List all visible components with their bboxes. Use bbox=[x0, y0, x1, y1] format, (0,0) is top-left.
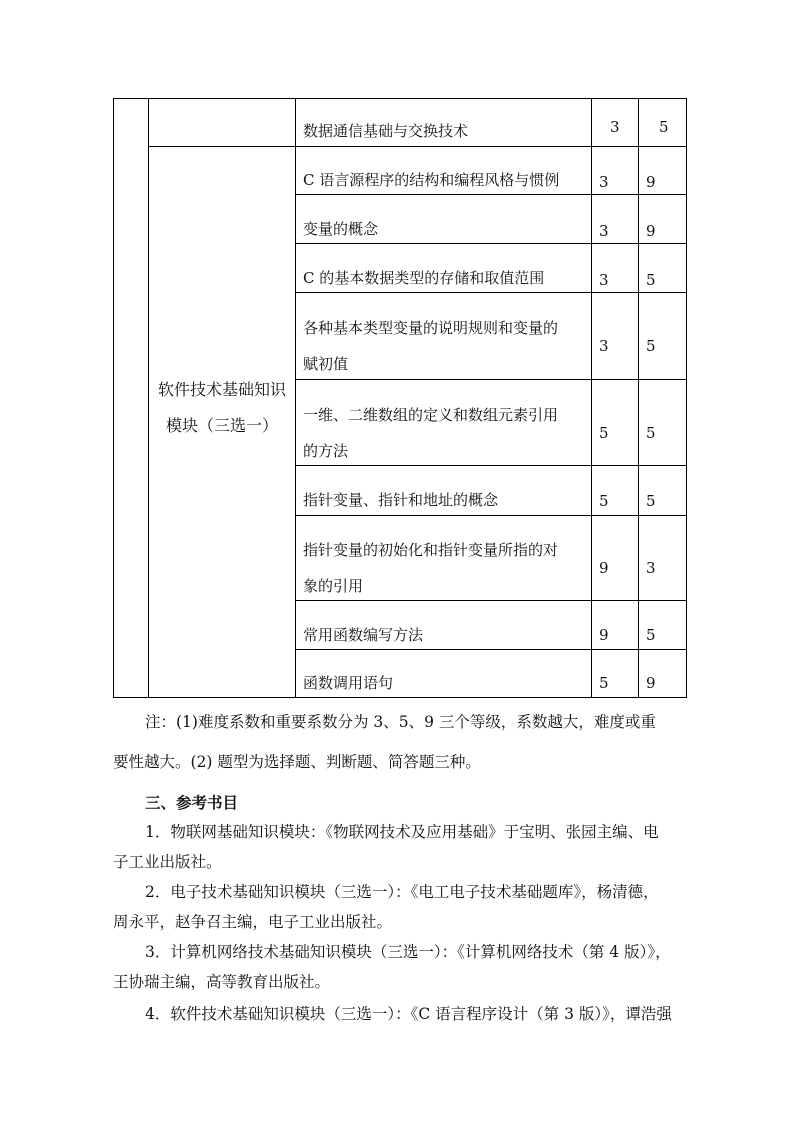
table-border-right bbox=[686, 98, 687, 698]
topic-cell: 的方法 bbox=[303, 442, 349, 460]
table-row-divider bbox=[295, 465, 686, 466]
topic-cell: 指针变量的初始化和指针变量所指的对 bbox=[303, 541, 559, 559]
table-row-divider bbox=[295, 379, 686, 380]
topic-cell: C 的基本数据类型的存储和取值范围 bbox=[303, 269, 545, 287]
table-row-divider bbox=[295, 292, 686, 293]
importance-cell: 5 bbox=[646, 626, 656, 644]
importance-cell: 5 bbox=[646, 337, 656, 355]
reference-item-2-line-2: 周永平，赵争召主编，电子工业出版社。 bbox=[113, 913, 393, 931]
difficulty-cell: 3 bbox=[599, 271, 609, 289]
table-row-divider bbox=[295, 194, 686, 195]
table-col-divider bbox=[591, 98, 592, 698]
difficulty-cell: 5 bbox=[599, 492, 609, 510]
difficulty-cell: 5 bbox=[599, 674, 609, 692]
importance-cell: 9 bbox=[646, 222, 656, 240]
table-border-top bbox=[113, 98, 686, 99]
topic-cell: 数据通信基础与交换技术 bbox=[303, 122, 469, 140]
importance-cell: 3 bbox=[646, 559, 656, 577]
topic-cell: 指针变量、指针和地址的概念 bbox=[303, 491, 499, 509]
difficulty-cell: 3 bbox=[599, 222, 609, 240]
importance-cell: 5 bbox=[646, 492, 656, 510]
difficulty-cell: 9 bbox=[599, 626, 609, 644]
difficulty-cell: 3 bbox=[610, 118, 620, 136]
importance-cell: 5 bbox=[646, 424, 656, 442]
importance-cell: 9 bbox=[646, 173, 656, 191]
difficulty-cell: 3 bbox=[599, 337, 609, 355]
topic-cell: 常用函数编写方法 bbox=[303, 626, 424, 644]
importance-cell: 5 bbox=[659, 118, 669, 136]
reference-item-4-line-1: 4．软件技术基础知识模块（三选一）：《C 语言程序设计（第 3 版）》，谭浩强 bbox=[145, 1005, 672, 1023]
reference-item-1-line-2: 子工业出版社。 bbox=[113, 853, 222, 871]
table-row-divider bbox=[295, 600, 686, 601]
reference-item-3-line-1: 3．计算机网络技术基础知识模块（三选一）：《计算机网络技术（第 4 版）》， bbox=[145, 943, 671, 961]
table-col-divider bbox=[295, 98, 296, 698]
topic-cell: 赋初值 bbox=[303, 355, 349, 373]
table-row-divider bbox=[295, 649, 686, 650]
note-line-2: 要性越大。(2) 题型为选择题、判断题、简答题三种。 bbox=[113, 753, 481, 771]
note-line-1: 注：(1)难度系数和重要系数分为 3、5、9 三个等级，系数越大，难度或重 bbox=[145, 713, 656, 731]
reference-item-2-line-1: 2．电子技术基础知识模块（三选一）：《电工电子技术基础题库》，杨清德， bbox=[145, 883, 659, 901]
module-label-line2: 模块（三选一） bbox=[165, 416, 278, 435]
table-row-divider bbox=[295, 515, 686, 516]
difficulty-cell: 3 bbox=[599, 173, 609, 191]
topic-cell: 变量的概念 bbox=[303, 220, 379, 238]
table-col-divider bbox=[638, 98, 639, 698]
table-border-left bbox=[113, 98, 114, 698]
topic-cell: 象的引用 bbox=[303, 577, 364, 595]
table-row-divider bbox=[295, 243, 686, 244]
importance-cell: 9 bbox=[646, 674, 656, 692]
table-row-divider bbox=[148, 146, 686, 147]
topic-cell: 各种基本类型变量的说明规则和变量的 bbox=[303, 319, 559, 337]
importance-cell: 5 bbox=[646, 271, 656, 289]
topic-cell: C 语言源程序的结构和编程风格与惯例 bbox=[303, 171, 560, 189]
difficulty-cell: 5 bbox=[599, 424, 609, 442]
topic-cell: 函数调用语句 bbox=[303, 674, 394, 692]
difficulty-cell: 9 bbox=[599, 559, 609, 577]
reference-item-3-line-2: 王协瑞主编，高等教育出版社。 bbox=[113, 973, 331, 991]
table-border-bottom bbox=[113, 697, 686, 698]
module-label-line1: 软件技术基础知识 bbox=[157, 380, 286, 399]
reference-item-1-line-1: 1．物联网基础知识模块：《物联网技术及应用基础》于宝明、张园主编、电 bbox=[145, 823, 659, 841]
references-heading: 三、参考书目 bbox=[145, 793, 239, 812]
module-label bbox=[149, 372, 295, 444]
topic-cell: 一维、二维数组的定义和数组元素引用 bbox=[303, 406, 559, 424]
